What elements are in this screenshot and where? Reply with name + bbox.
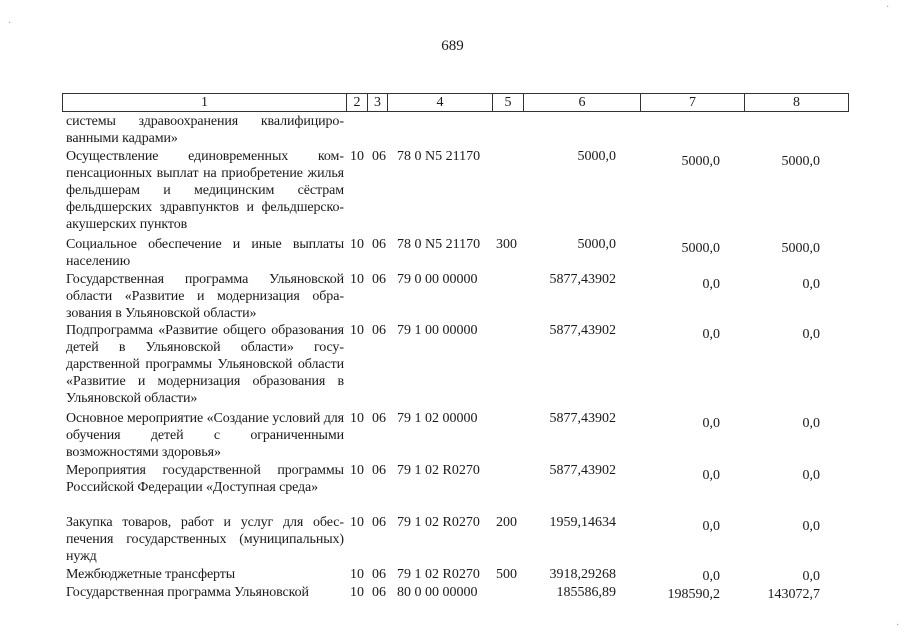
row-value-8: 0,0 (802, 519, 820, 534)
row-subsection: 06 (372, 411, 386, 426)
row-section: 10 (350, 272, 364, 287)
row-value-7: 0,0 (702, 416, 720, 431)
row-target-code: 80 0 00 00000 (397, 585, 478, 600)
row-value-8: 143072,7 (767, 587, 820, 602)
row-section: 10 (350, 585, 364, 600)
page-number: 689 (441, 38, 464, 54)
row-value-6: 5877,43902 (549, 272, 616, 287)
row-value-7: 5000,0 (681, 241, 720, 256)
row-subsection: 06 (372, 323, 386, 338)
row-subsection: 06 (372, 515, 386, 530)
row-target-code: 79 1 02 00000 (397, 411, 478, 426)
scan-speck: · (886, 2, 890, 13)
row-subsection: 06 (372, 463, 386, 478)
row-subsection: 06 (372, 237, 386, 252)
row-value-6: 185586,89 (556, 585, 616, 600)
row-value-6: 1959,14634 (549, 515, 616, 530)
row-value-7: 0,0 (702, 569, 720, 584)
row-target-code: 78 0 N5 21170 (397, 237, 481, 252)
row-name: Государственная программа Ульяновской (66, 585, 309, 600)
row-value-6: 5000,0 (577, 149, 616, 164)
row-value-6: 3918,29268 (549, 567, 616, 582)
row-name: Государственная программа Ульяновской области «Развитие и модернизация образования в Ульяновской области» (66, 272, 344, 321)
table-header (62, 93, 849, 112)
row-subsection: 06 (372, 272, 386, 287)
row-value-6: 5000,0 (577, 237, 616, 252)
row-value-7: 0,0 (702, 327, 720, 342)
row-name: системы здравоохранения квалифицированными кадрами» (66, 114, 344, 146)
row-subsection: 06 (372, 585, 386, 600)
row-value-8: 5000,0 (781, 241, 820, 256)
row-section: 10 (350, 567, 364, 582)
row-value-8: 0,0 (802, 416, 820, 431)
row-name: Закупка товаров, работ и услуг для обеспечения государственных (муниципальных) нужд (66, 515, 344, 564)
row-value-7: 0,0 (702, 468, 720, 483)
row-name: Основное мероприятие «Создание условий для обучения детей с ограниченными возможностями здоровья» (66, 411, 344, 460)
row-target-code: 79 1 02 R0270 (397, 567, 480, 582)
header-col-3: 3 (368, 94, 388, 111)
header-col-5: 5 (493, 94, 524, 111)
row-value-7: 0,0 (702, 519, 720, 534)
row-value-6: 5877,43902 (549, 411, 616, 426)
row-section: 10 (350, 463, 364, 478)
row-value-7: 198590,2 (667, 587, 720, 602)
row-section: 10 (350, 149, 364, 164)
scan-speck: · (8, 18, 12, 29)
row-section: 10 (350, 411, 364, 426)
row-subsection: 06 (372, 149, 386, 164)
row-target-code: 78 0 N5 21170 (397, 149, 481, 164)
header-col-2: 2 (347, 94, 368, 111)
row-value-8: 0,0 (802, 468, 820, 483)
header-col-6: 6 (524, 94, 641, 111)
row-value-8: 5000,0 (781, 154, 820, 169)
row-expense-type: 200 (496, 515, 517, 530)
row-target-code: 79 0 00 00000 (397, 272, 478, 287)
row-name: Подпрограмма «Развитие общего образования детей в Ульяновской области» государственной программы Ульяновской области «Развитие и модернизация образования в Ульяновской области» (66, 323, 344, 406)
row-section: 10 (350, 515, 364, 530)
row-expense-type: 500 (496, 567, 517, 582)
row-name: Социальное обеспечение и иные выплаты населению (66, 237, 344, 269)
row-name: Осуществление единовременных компенсационных выплат на приобретение жилья фельдшерам и медицинским сёстрам фельдшерских здравпунктов и фельдшерско-акушерских пунктов (66, 149, 344, 232)
row-value-6: 5877,43902 (549, 323, 616, 338)
scan-speck: · (896, 620, 900, 631)
row-target-code: 79 1 02 R0270 (397, 463, 480, 478)
row-target-code: 79 1 02 R0270 (397, 515, 480, 530)
row-value-8: 0,0 (802, 569, 820, 584)
row-value-7: 5000,0 (681, 154, 720, 169)
row-value-7: 0,0 (702, 277, 720, 292)
header-col-8: 8 (793, 95, 800, 110)
row-value-8: 0,0 (802, 327, 820, 342)
row-name: Мероприятия государственной программы Российской Федерации «Доступная среда» (66, 463, 344, 495)
header-col-4: 4 (388, 94, 493, 111)
row-name: Межбюджетные трансферты (66, 567, 236, 582)
header-col-7: 7 (641, 94, 745, 111)
row-expense-type: 300 (496, 237, 517, 252)
row-section: 10 (350, 237, 364, 252)
row-section: 10 (350, 323, 364, 338)
row-value-8: 0,0 (802, 277, 820, 292)
row-value-6: 5877,43902 (549, 463, 616, 478)
row-subsection: 06 (372, 567, 386, 582)
header-col-1: 1 (63, 94, 347, 111)
row-target-code: 79 1 00 00000 (397, 323, 478, 338)
